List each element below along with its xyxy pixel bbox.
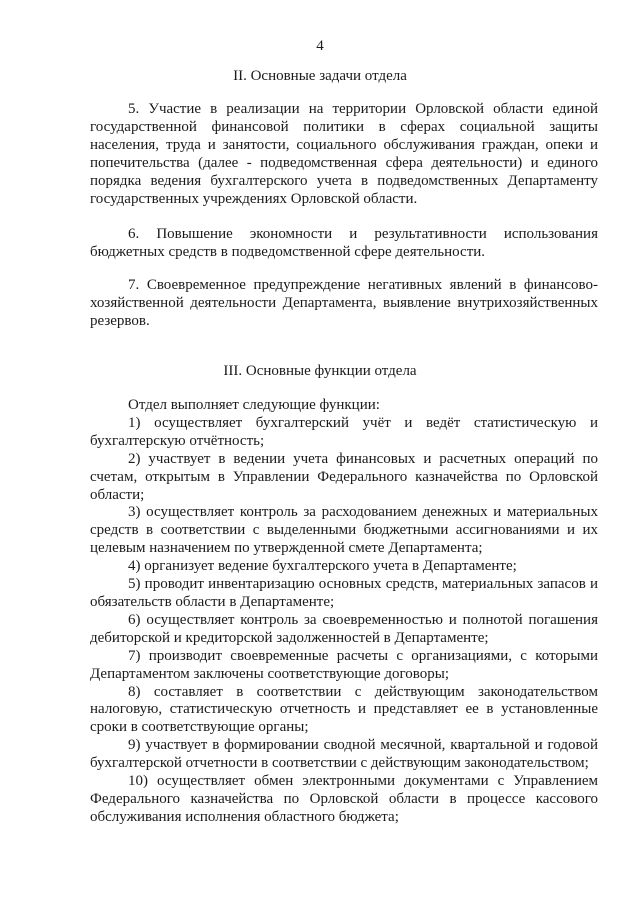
function-item-3: 3) осуществляет контроль за расходованием денежных и материальных средств в соответствии с выделенными бюджетными ассигнованиями и их целевым назначением по утвержденной смете Департамента; bbox=[90, 504, 598, 557]
function-item-1: 1) осуществляет бухгалтерский учёт и ведёт статистическую и бухгалтерскую отчётность; bbox=[90, 414, 598, 449]
function-item-8: 8) составляет в соответствии с действующим законодательством налоговую, статистическую отчетность и представляет ее в установленные сроки в соответствующие органы; bbox=[90, 683, 598, 736]
functions-list bbox=[90, 397, 598, 827]
task-paragraph-5: 5. Участие в реализации на территории Орловской области единой государственной финансовой политики в сферах социальной защиты населения, труда и занятости, социального обслуживания граждан, опеки и попечительства (далее - подведомственная сфера деятельности) и единого порядка ведения бухгалтерского учета в подведомственных Департаменту государственных учреждениях Орловской области. bbox=[90, 101, 598, 207]
section-2-heading: II. Основные задачи отдела bbox=[233, 68, 407, 84]
function-item-10: 10) осуществляет обмен электронными документами с Управлением Федерального казначейства по Орловской области в процессе кассового обслуживания исполнения областного бюджета; bbox=[90, 773, 598, 825]
task-paragraph-6: 6. Повышение экономности и результативности использования бюджетных средств в подведомственной сфере деятельности. bbox=[90, 226, 598, 260]
function-item-5: 5) проводит инвентаризацию основных средств, материальных запасов и обязательств области в Департаменте; bbox=[90, 576, 598, 610]
function-item-7: 7) производит своевременные расчеты с организациями, с которыми Департаментом заключены соответствующие договоры; bbox=[90, 647, 598, 682]
function-item-6: 6) осуществляет контроль за своевременностью и полнотой погашения дебиторской и кредиторской задолженностей в Департаменте; bbox=[90, 611, 598, 646]
section-3-heading: III. Основные функции отдела bbox=[223, 363, 417, 379]
functions-intro: Отдел выполняет следующие функции: bbox=[128, 397, 380, 413]
function-item-9: 9) участвует в формировании сводной месячной, квартальной и годовой бухгалтерской отчетности в соответствии с действующим законодательством; bbox=[90, 737, 598, 772]
task-paragraph-7: 7. Своевременное предупреждение негативных явлений в финансово-хозяйственной деятельности Департамента, выявление внутрихозяйственных резервов. bbox=[90, 277, 598, 329]
function-item-4: 4) организует ведение бухгалтерского учета в Департаменте; bbox=[128, 558, 517, 575]
page-number: 4 bbox=[316, 38, 324, 54]
function-item-2: 2) участвует в ведении учета финансовых и расчетных операций по счетам, открытым в Управлении Федерального казначейства по Орловской области; bbox=[90, 450, 598, 503]
